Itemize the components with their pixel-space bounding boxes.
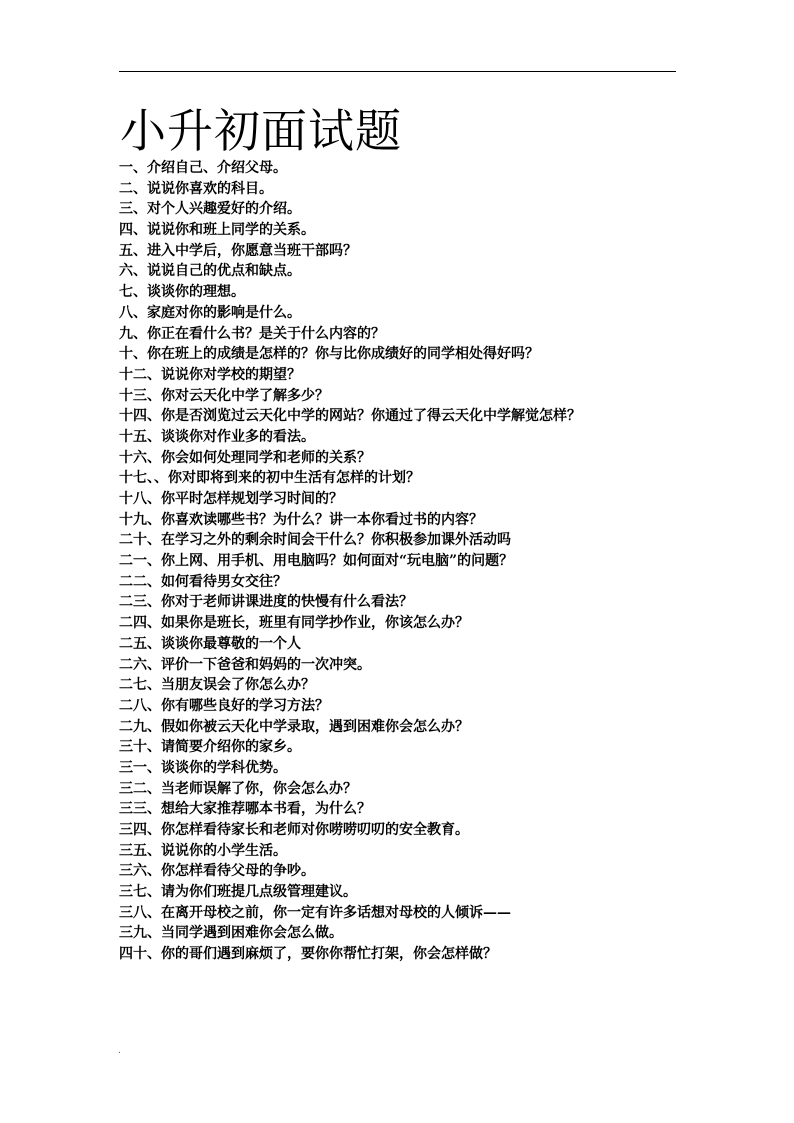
question-item: 十九、你喜欢读哪些书？为什么？讲一本你看过书的内容？ bbox=[119, 511, 483, 528]
question-item: 六、说说自己的优点和缺点。 bbox=[119, 263, 301, 280]
question-item: 十五、谈谈你对作业多的看法。 bbox=[119, 428, 315, 445]
question-item: 三五、说说你的小学生活。 bbox=[119, 842, 287, 859]
question-item: 三七、请为你们班提几点级管理建议。 bbox=[119, 884, 357, 901]
question-item: 三一、谈谈你的学科优势。 bbox=[119, 759, 287, 776]
question-item: 七、谈谈你的理想。 bbox=[119, 284, 245, 301]
question-item: 二九、假如你被云天化中学录取，遇到困难你会怎么办？ bbox=[119, 718, 469, 735]
question-item: 九、你正在看什么书？是关于什么内容的？ bbox=[119, 325, 385, 342]
question-item: 十六、你会如何处理同学和老师的关系？ bbox=[119, 449, 371, 466]
question-item: 三、对个人兴趣爱好的介绍。 bbox=[119, 201, 301, 218]
question-item: 二六、评价一下爸爸和妈妈的一次冲突。 bbox=[119, 656, 371, 673]
question-item: 十四、你是否浏览过云天化中学的网站？你通过了得云天化中学解觉怎样？ bbox=[119, 408, 581, 425]
question-item: 二四、如果你是班长，班里有同学抄作业，你该怎么办？ bbox=[119, 615, 469, 632]
question-item: 五、进入中学后，你愿意当班干部吗？ bbox=[119, 242, 357, 259]
question-item: 三九、当同学遇到困难你会怎么做。 bbox=[119, 925, 343, 942]
question-item: 二、说说你喜欢的科目。 bbox=[119, 180, 273, 197]
question-item: 二一、你上网、用手机、用电脑吗？如何面对“玩电脑”的问题？ bbox=[119, 553, 514, 570]
question-item: 三四、你怎样看待家长和老师对你唠唠叨叨的安全教育。 bbox=[119, 822, 469, 838]
question-item: 三八、在离开母校之前，你一定有许多话想对母校的人倾诉—— bbox=[119, 904, 511, 921]
question-item: 二七、当朋友误会了你怎么办？ bbox=[119, 677, 315, 694]
question-item: 三二、当老师误解了你，你会怎么办？ bbox=[119, 780, 357, 797]
question-item: 二五、谈谈你最尊敬的一个人 bbox=[119, 635, 301, 652]
question-item: 三六、你怎样看待父母的争吵。 bbox=[119, 863, 315, 880]
question-item: 四十、你的哥们遇到麻烦了，要你你帮忙打架，你会怎样做？ bbox=[119, 946, 497, 963]
question-item: 二十、在学习之外的剩余时间会干什么？你积极参加课外活动吗 bbox=[119, 532, 511, 549]
question-item: 八、家庭对你的影响是什么。 bbox=[119, 304, 301, 321]
question-item: 十八、你平时怎样规划学习时间的？ bbox=[119, 491, 343, 507]
question-item: 十二、说说你对学校的期望？ bbox=[119, 366, 301, 383]
question-item: 二二、如何看待男女交往？ bbox=[119, 573, 287, 590]
question-item: 二八、你有哪些良好的学习方法？ bbox=[119, 697, 329, 714]
header-rule bbox=[119, 71, 676, 72]
page-title: 小升初面试题 bbox=[120, 104, 402, 158]
question-item: 一、介绍自己、介绍父母。 bbox=[119, 160, 287, 176]
question-item: 二三、你对于老师讲课进度的快慢有什么看法？ bbox=[119, 594, 413, 611]
question-item: 三十、请简要介绍你的家乡。 bbox=[119, 739, 301, 756]
question-item: 十、你在班上的成绩是怎样的？你与比你成绩好的同学相处得好吗？ bbox=[119, 346, 539, 363]
footer-mark: . bbox=[118, 1046, 121, 1056]
question-item: 四、说说你和班上同学的关系。 bbox=[119, 222, 315, 239]
question-list bbox=[119, 158, 719, 965]
question-item: 十三、你对云天化中学了解多少？ bbox=[119, 387, 329, 404]
question-item: 三三、想给大家推荐哪本书看，为什么？ bbox=[119, 801, 371, 818]
question-item: 十七、、你对即将到来的初中生活有怎样的计划？ bbox=[119, 470, 420, 487]
